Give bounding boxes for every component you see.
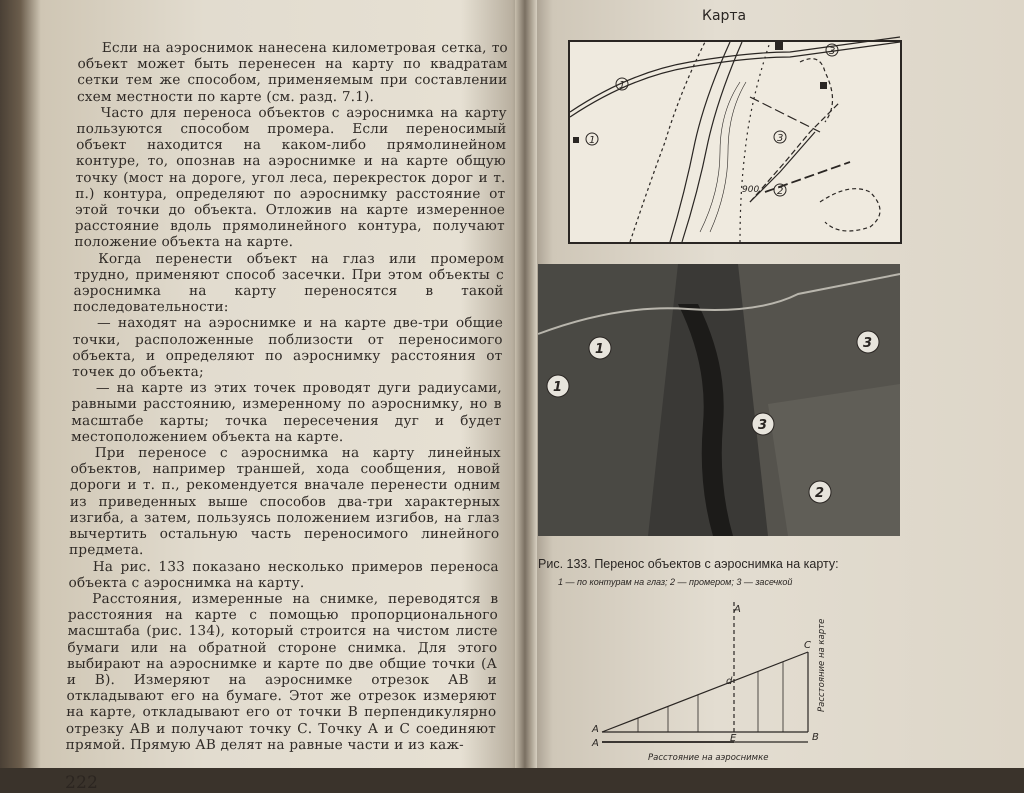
aerial-photo-drawing	[538, 264, 900, 536]
point-label-top-a: A	[734, 604, 741, 615]
paragraph: Если на аэроснимок нанесена километровая сетка, то объект может быть перенесен на карту по квадратам сетки тем же способом, применяемым при составлении схем местности по карте (см. разд. 7.1).	[76, 40, 509, 105]
paragraph: На рис. 133 показано несколько примеров переноса объекта с аэроснимка на карту.	[68, 558, 499, 591]
paragraph: — на карте из этих точек проводят дуги радиусами, равными расстоянию, измеренному по аэроснимку, но в масштабе карты; точка пересечения дуг и будет местоположением объекта на карте.	[70, 380, 503, 445]
point-label-e: E	[730, 733, 737, 744]
paragraph: Когда перенести объект на глаз или промером трудно, применяют способ засечки. При этом объекты с аэроснимка на карту переносятся в такой последовательности:	[73, 250, 505, 316]
map-label: 1	[589, 135, 596, 146]
point-label-b: B	[812, 732, 819, 743]
map-label: 900	[742, 185, 760, 195]
aerial-photo	[538, 264, 900, 536]
map-title: Карта	[702, 8, 747, 24]
photo-label: 1	[595, 342, 605, 357]
map-drawing	[570, 42, 900, 242]
left-page	[13, 0, 526, 793]
y-axis-label: Расстояние на карте	[817, 618, 827, 712]
photo-label: 1	[553, 380, 563, 395]
map-label: 1	[619, 80, 626, 91]
photo-label: 3	[863, 336, 873, 351]
paragraph: Часто для переноса объектов с аэроснимка на карту пользуются способом промера. Если переносимый объект находится на каком-либо прямолинейном контуре, то, опознав на аэроснимке и на карте общую точку (мост на дороге, угол леса, перекресток дорог и т. п.) контура, определяют по аэроснимку расстояние от этой точки до объекта. Отложив на карте измеренное расстояние вдоль прямолинейного контура, получают положение объекта на карте.	[74, 104, 507, 251]
proportional-scale-diagram	[588, 592, 848, 768]
map-figure	[568, 8, 902, 244]
map-label: 3	[829, 46, 836, 57]
paragraph: При переносе с аэроснимка на карту линейных объектов, например траншей, хода сообщения, новой дороги и т. п., рекомендуется вначале перенести одним из приведенных выше способов два-три характерных изгиба, а затем, пользуясь положением изгибов, на глаз вычертить остальную часть переносимого линейного предмета.	[68, 445, 501, 559]
page-number: 222	[64, 773, 99, 793]
photo-label: 2	[815, 486, 825, 501]
map-label: 3	[777, 133, 784, 144]
photo-label: 3	[758, 418, 768, 433]
caption-sub: 1 — по контурам на глаз; 2 — промером; 3 — засечкой	[558, 577, 793, 587]
point-label-a: A	[592, 724, 599, 735]
point-label-d: d	[726, 676, 733, 687]
right-page	[530, 0, 1024, 768]
caption-main: Рис. 133. Перенос объектов с аэроснимка на карту:	[538, 557, 839, 571]
map-label: 2	[777, 186, 784, 197]
point-label-a2: A	[592, 738, 599, 749]
scale-drawing	[588, 592, 848, 768]
left-page-text	[64, 40, 509, 793]
figure-caption	[538, 557, 908, 587]
point-label-c: C	[804, 640, 811, 651]
paragraph: — находят на аэроснимке и на карте две-три общие точки, расположенные поблизости от переносимого объекта, и определяют по аэроснимку расстояния от точек до объекта;	[72, 315, 504, 381]
x-axis-label: Расстояние на аэроснимке	[648, 753, 769, 763]
paragraph: Расстояния, измеренные на снимке, переводятся в расстояния на карте с помощью пропорционального масштаба (рис. 134), который строится на чистом листе бумаги или на обратной стороне снимка. Для этого выбирают на аэроснимке и карте по две общие точки (А и В). Измеряют на аэроснимке отрезок АВ и откладывают его на бумаге. Этот же отрезок измеряют на карте, откладывают его от точки В перпендикулярно отрезку АВ и получают точку С. Точку А и С соединяют прямой. Прямую АВ делят на равные части и из каж-	[65, 590, 499, 753]
